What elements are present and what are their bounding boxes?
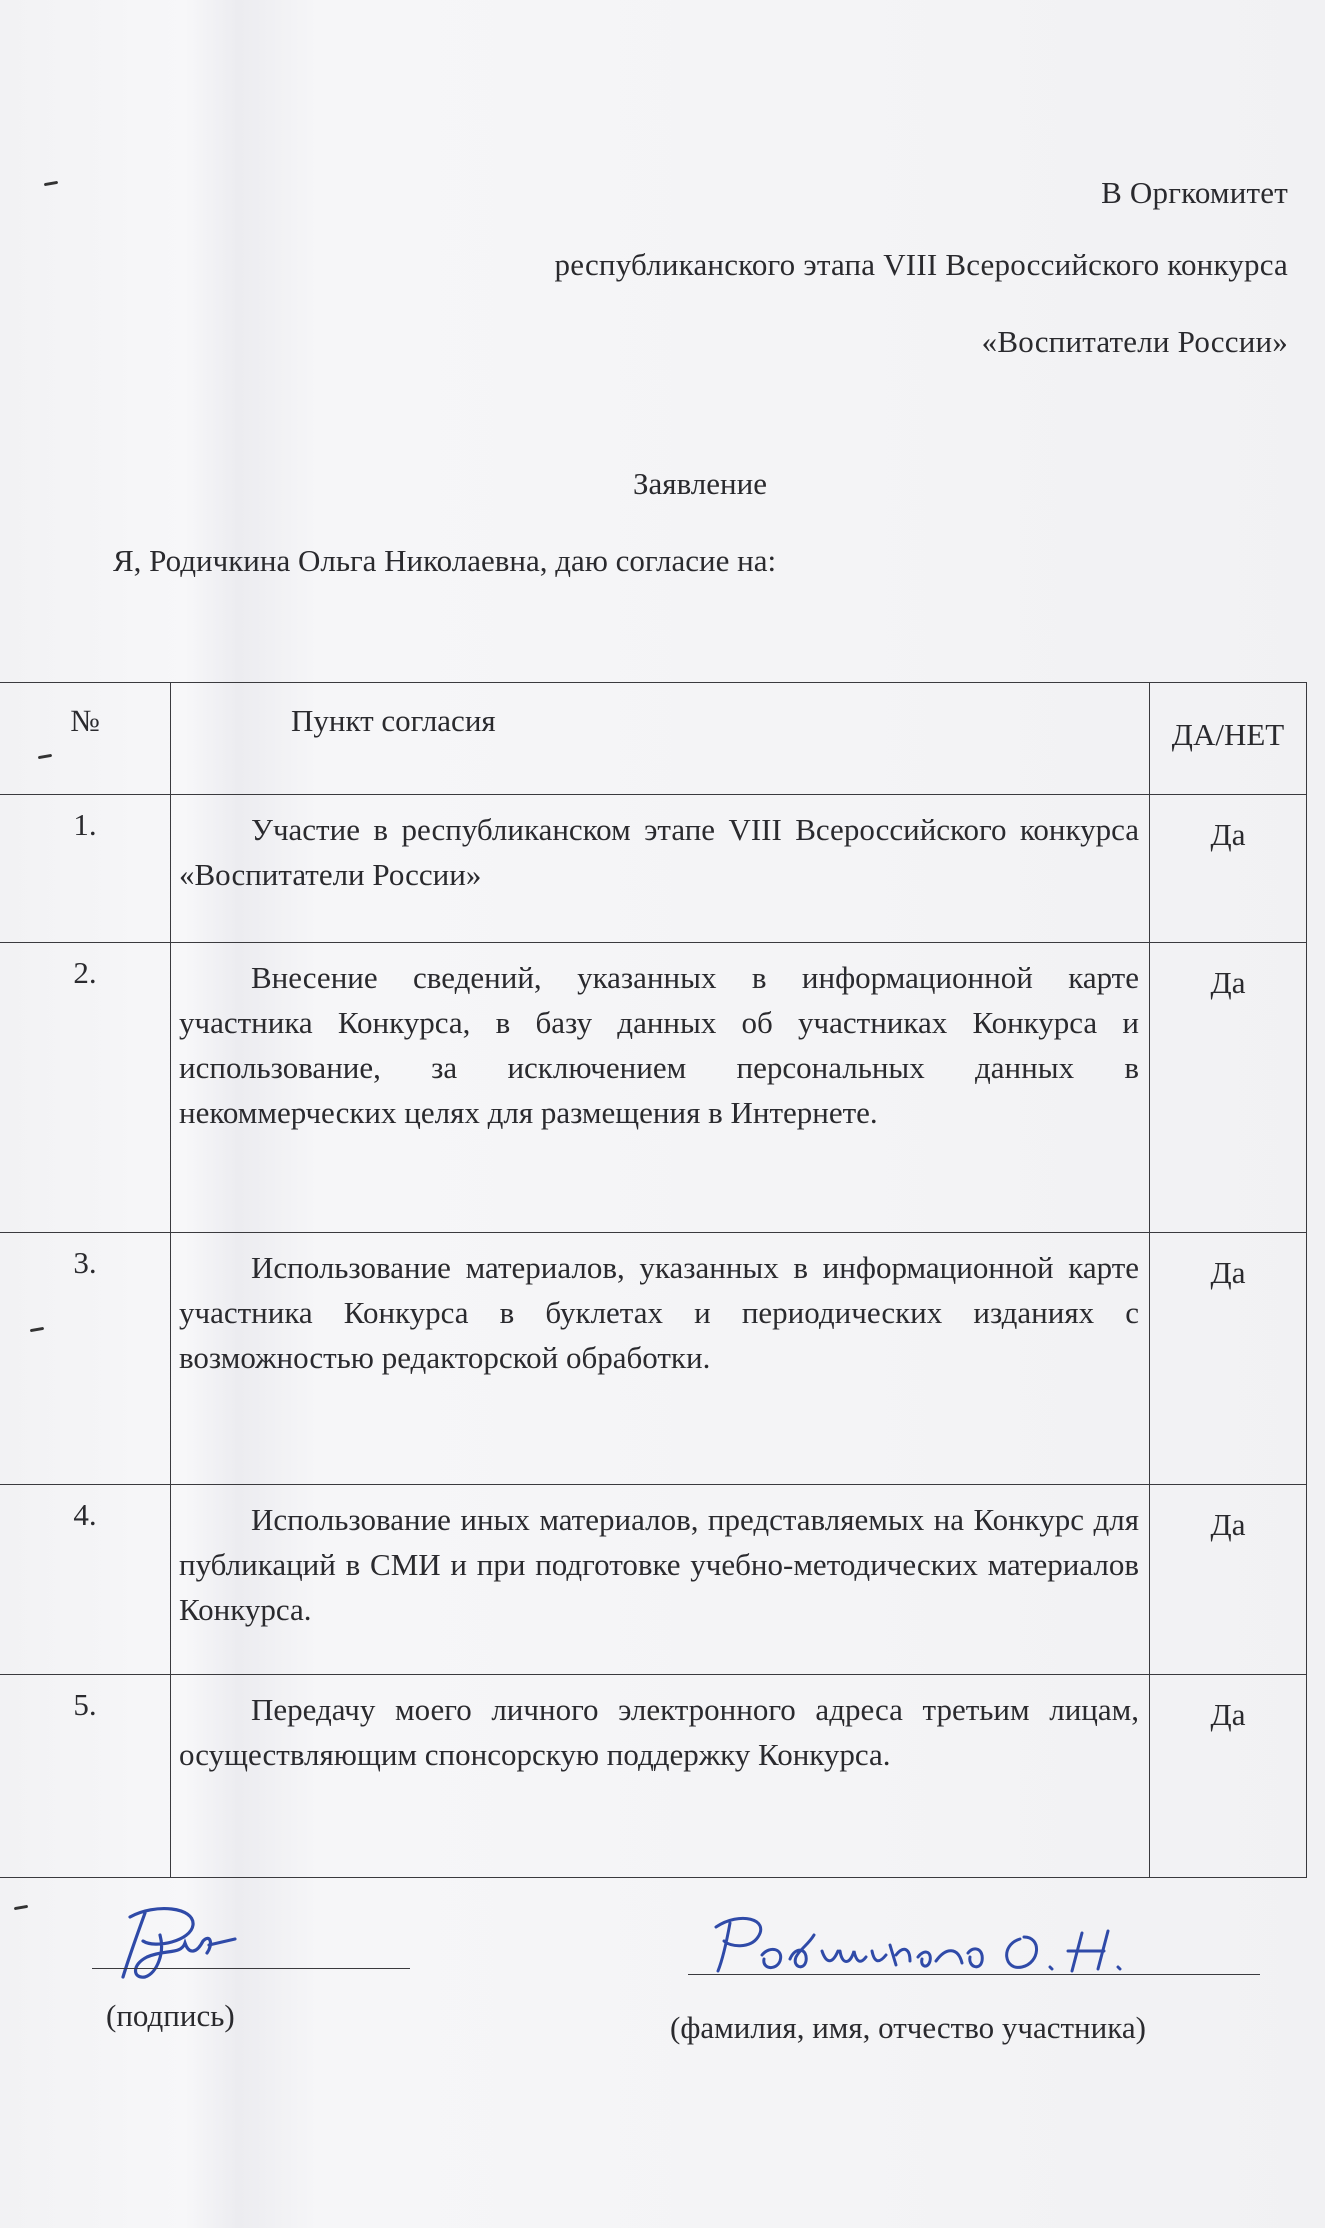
row-text [171, 1485, 1150, 1675]
row-text-content: Использование иных материалов, представляемых на Конкурс для публикаций в СМИ и при подготовке учебно-методических материалов Конкурса. [179, 1502, 1139, 1627]
signature-caption: (подпись) [106, 1998, 235, 2033]
handwritten-signature [85, 1895, 265, 1990]
name-line [688, 1974, 1260, 1975]
table-row [0, 1485, 1307, 1675]
addressee-line-3: «Воспитатели России» [981, 324, 1288, 359]
row-number: 1. [0, 795, 171, 943]
row-answer: Да [1150, 1233, 1307, 1485]
row-number: 3. [0, 1233, 171, 1485]
table-row [0, 795, 1307, 943]
table-row [0, 1675, 1307, 1878]
row-answer: Да [1150, 1485, 1307, 1675]
addressee-line-2: республиканского этапа VIII Всероссийского конкурса [554, 247, 1288, 282]
consent-table [0, 682, 1307, 1878]
row-answer: Да [1150, 1675, 1307, 1878]
addressee-line-1: В Оргкомитет [1101, 175, 1288, 210]
row-number: 5. [0, 1675, 171, 1878]
row-text-content: Участие в республиканском этапе VIII Всероссийского конкурса «Воспитатели России» [179, 812, 1139, 892]
signature-line [92, 1968, 410, 1969]
name-caption: (фамилия, имя, отчество участника) [670, 2010, 1146, 2045]
row-text [171, 1675, 1150, 1878]
scan-speck [14, 1905, 28, 1910]
row-text [171, 1233, 1150, 1485]
table-row [0, 943, 1307, 1233]
document-title: Заявление [633, 466, 767, 501]
row-number: 4. [0, 1485, 171, 1675]
header-answer: ДА/НЕТ [1150, 683, 1307, 795]
row-text-content: Внесение сведений, указанных в информационной карте участника Конкурса, в базу данных об участниках Конкурса и использование, за исключением персональных данных в некоммерческих целях для размещения в Интернете. [179, 960, 1139, 1130]
scan-speck [44, 181, 58, 186]
header-num: № [0, 683, 171, 795]
handwritten-name [700, 1905, 1180, 1985]
row-text-content: Передачу моего личного электронного адреса третьим лицам, осуществляющим спонсорскую поддержку Конкурса. [179, 1692, 1139, 1772]
header-item: Пункт согласия [171, 683, 1150, 795]
table-row [0, 1233, 1307, 1485]
row-text [171, 795, 1150, 943]
row-answer: Да [1150, 943, 1307, 1233]
row-text [171, 943, 1150, 1233]
consent-intro: Я, Родичкина Ольга Николаевна, даю согласие на: [113, 543, 777, 578]
row-text-content: Использование материалов, указанных в информационной карте участника Конкурса в буклетах и периодических изданиях с возможностью редакторской обработки. [179, 1250, 1139, 1375]
row-answer: Да [1150, 795, 1307, 943]
row-number: 2. [0, 943, 171, 1233]
table-header-row [0, 683, 1307, 795]
